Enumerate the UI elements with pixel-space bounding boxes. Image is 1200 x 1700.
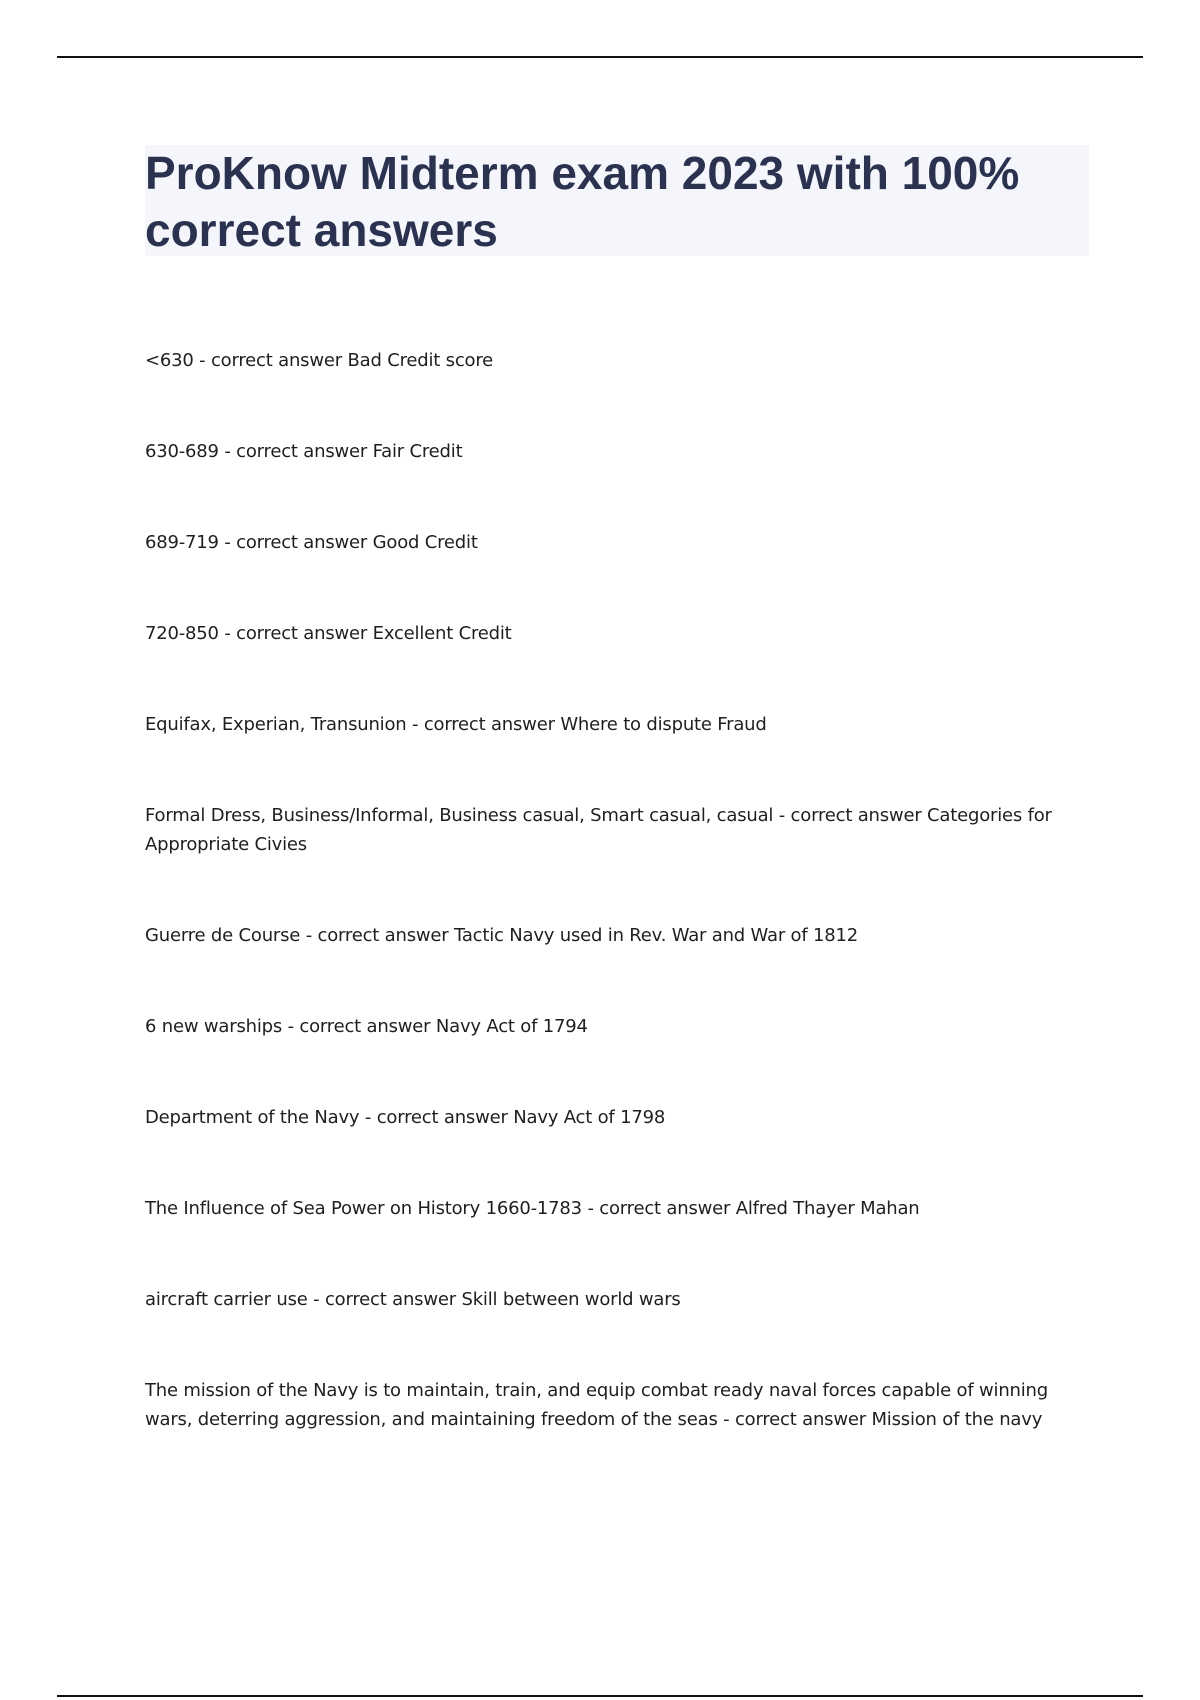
qa-item bbox=[145, 710, 1085, 739]
qa-separator: - correct answer bbox=[307, 1289, 462, 1310]
qa-separator: - correct answer bbox=[218, 623, 373, 644]
qa-separator: - correct answer bbox=[773, 805, 928, 826]
qa-answer: Alfred Thayer Mahan bbox=[735, 1198, 920, 1219]
qa-answer: Fair Credit bbox=[372, 441, 463, 462]
qa-separator: - correct answer bbox=[218, 441, 373, 462]
qa-question: 720-850 bbox=[145, 623, 219, 644]
qa-separator: - correct answer bbox=[406, 714, 561, 735]
qa-answer: Navy Act of 1794 bbox=[435, 1016, 588, 1037]
qa-answer: Mission of the navy bbox=[871, 1409, 1043, 1430]
qa-item bbox=[145, 1285, 1085, 1314]
qa-separator: - correct answer bbox=[218, 532, 373, 553]
qa-question: 689-719 bbox=[145, 532, 219, 553]
qa-question: aircraft carrier use bbox=[145, 1289, 308, 1310]
qa-answer: Navy Act of 1798 bbox=[513, 1107, 666, 1128]
qa-answer: Where to dispute Fraud bbox=[560, 714, 767, 735]
qa-separator: - correct answer bbox=[717, 1409, 872, 1430]
qa-item bbox=[145, 619, 1085, 648]
qa-item bbox=[145, 528, 1085, 557]
qa-separator: - correct answer bbox=[359, 1107, 514, 1128]
qa-question: Guerre de Course bbox=[145, 925, 301, 946]
qa-separator: - correct answer bbox=[300, 925, 455, 946]
qa-item bbox=[145, 346, 1085, 375]
qa-answer: Categories for Appropriate Civies bbox=[145, 805, 1052, 855]
qa-item bbox=[145, 1194, 1085, 1223]
bottom-rule bbox=[57, 1695, 1143, 1697]
qa-answer: Excellent Credit bbox=[372, 623, 512, 644]
qa-separator: - correct answer bbox=[581, 1198, 736, 1219]
qa-item bbox=[145, 1012, 1085, 1041]
qa-item bbox=[145, 1103, 1085, 1132]
qa-answer: Tactic Navy used in Rev. War and War of 1812 bbox=[454, 925, 859, 946]
qa-list bbox=[145, 346, 1085, 1434]
qa-question: The mission of the Navy is to maintain, train, and equip combat ready naval forces capable of winning wars, deterring aggression, and maintaining freedom of the seas bbox=[145, 1380, 1048, 1430]
qa-item bbox=[145, 921, 1085, 950]
qa-question: Formal Dress, Business/Informal, Business casual, Smart casual, casual bbox=[145, 805, 774, 826]
qa-answer: Bad Credit score bbox=[347, 350, 494, 371]
qa-item bbox=[145, 437, 1085, 466]
qa-question: Equifax, Experian, Transunion bbox=[145, 714, 407, 735]
qa-answer: Skill between world wars bbox=[461, 1289, 681, 1310]
qa-item bbox=[145, 1376, 1085, 1434]
qa-question: <630 bbox=[145, 350, 194, 371]
qa-answer: Good Credit bbox=[372, 532, 478, 553]
qa-separator: - correct answer bbox=[193, 350, 348, 371]
page-title: ProKnow Midterm exam 2023 with 100% correct answers bbox=[145, 147, 1020, 256]
qa-separator: - correct answer bbox=[282, 1016, 436, 1037]
title-banner bbox=[145, 145, 1089, 256]
qa-question: Department of the Navy bbox=[145, 1107, 360, 1128]
qa-item bbox=[145, 801, 1085, 859]
top-rule bbox=[57, 56, 1143, 58]
qa-question: 630-689 bbox=[145, 441, 219, 462]
qa-question: 6 new warships bbox=[145, 1016, 283, 1037]
qa-question: The Influence of Sea Power on History 1660-1783 bbox=[145, 1198, 582, 1219]
